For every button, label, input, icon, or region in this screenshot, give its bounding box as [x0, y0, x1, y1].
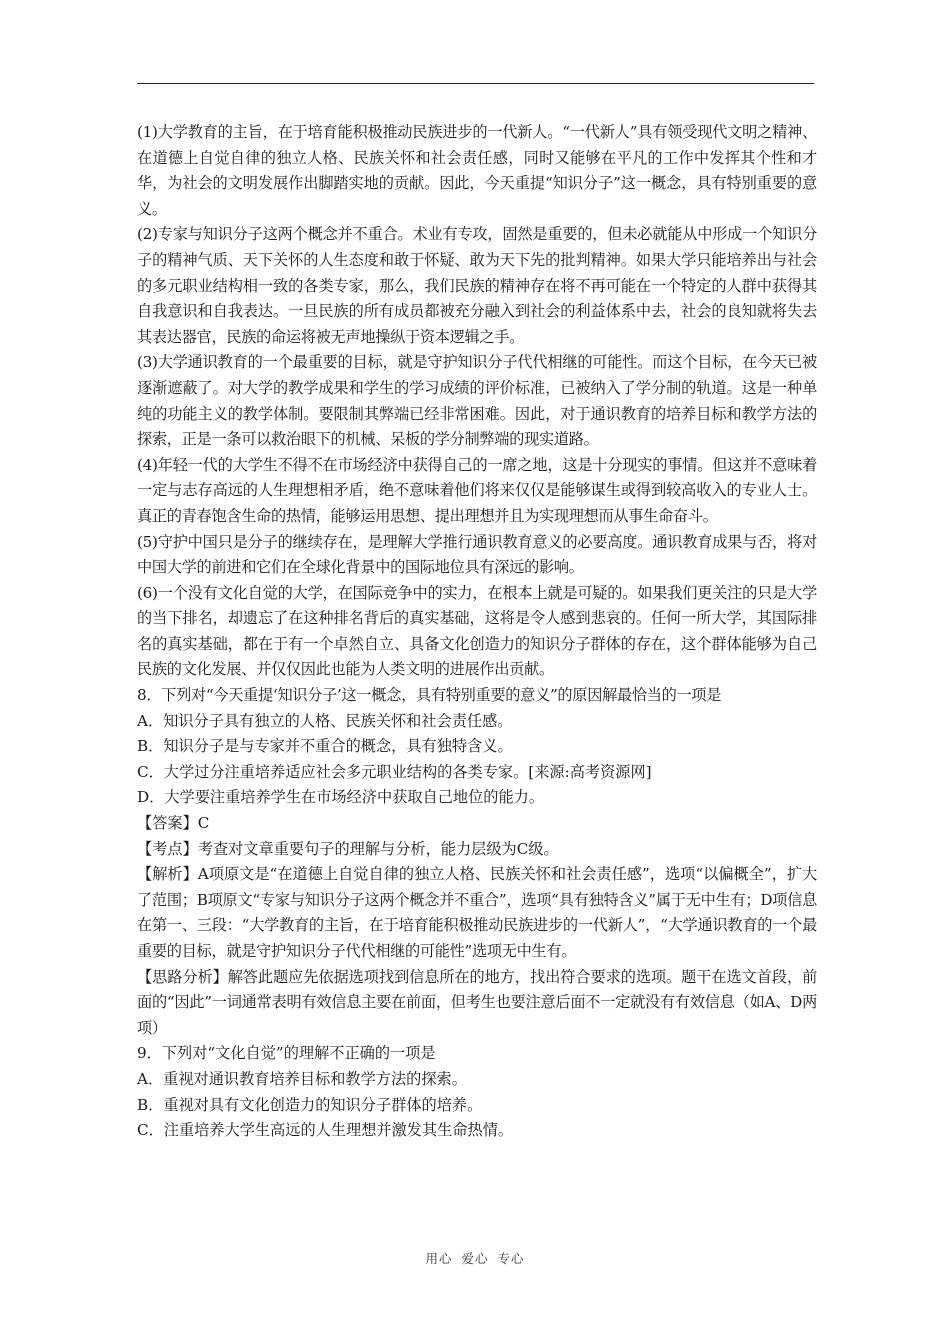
document-body — [137, 120, 817, 1144]
question-8-analysis: 【解析】A项原文是“在道德上自觉自律的独立人格、民族关怀和社会责任感”，选项“以偏概全”，扩大了范围；B项原文“专家与知识分子这两个概念并不重合”，选项“具有独特含义”属于无中生有；D项信息在第一、三段：“大学教育的主旨，在于培育能积极推动民族进步的一代新人”，“大学通识教育的一个最重要的目标，就是守护知识分子代代相继的可能性”选项无中生有。 — [137, 865, 817, 960]
question-9-option-a: A．重视对通识教育培养目标和教学方法的探索。 — [137, 1069, 467, 1088]
page-footer: 用心 爱心 专心 — [425, 1251, 525, 1266]
question-8-option-a: A．知识分子具有独立的人格、民族关怀和社会责任感。 — [137, 711, 513, 730]
header-rule — [137, 83, 814, 84]
question-8-stem: 8．下列对“今天重提‘知识分子’这一概念，具有特别重要的意义”的原因解最恰当的一项是 — [137, 686, 722, 705]
question-8-answer: 【答案】C — [137, 814, 210, 833]
question-8-point: 【考点】考查对文章重要句子的理解与分析，能力层级为C级。 — [137, 839, 559, 858]
paragraph-5: (5)守护中国只是分子的继续存在，是理解大学推行通识教育意义的必要高度。通识教育成果与否，将对中国大学的前进和它们在全球化背景中的国际地位具有深远的影响。 — [137, 532, 817, 577]
question-9-option-b: B．重视对具有文化创造力的知识分子群体的培养。 — [137, 1095, 483, 1114]
paragraph-1: (1)大学教育的主旨，在于培育能积极推动民族进步的一代新人。“一代新人”具有领受现代文明之精神、在道德上自觉自律的独立人格、民族关怀和社会责任感，同时又能够在平凡的工作中发挥其个性和才华，为社会的文明发展作出脚踏实地的贡献。因此，今天重提“知识分子”这一概念，具有特别重要的意义。 — [137, 123, 817, 218]
question-9-stem: 9．下列对“文化自觉”的理解不正确的一项是 — [137, 1044, 436, 1063]
question-8-option-b: B．知识分子是与专家并不重合的概念，具有独特含义。 — [137, 737, 513, 756]
paragraph-3: (3)大学通识教育的一个最重要的目标，就是守护知识分子代代相继的可能性。而这个目标，在今天已被逐渐遮蔽了。对大学的教学成果和学生的学习成绩的评价标准，已被纳入了学分制的轨道。这是一种单纯的功能主义的教学体制。要限制其弊端已经非常困难。因此，对于通识教育的培养目标和教学方法的探索，正是一条可以救治眼下的机械、呆板的学分制弊端的现实道路。 — [137, 353, 817, 449]
paragraph-6: (6)一个没有文化自觉的大学，在国际竞争中的实力，在根本上就是可疑的。如果我们更关注的只是大学的当下排名，却遗忘了在这种排名背后的真实基础，这将是令人感到悲哀的。任何一所大学，其国际排名的真实基础，都在于有一个卓然自立、具备文化创造力的知识分子群体的存在，这个群体能够为自己民族的文化发展、并仅仅因此也能为人类文明的进展作出贡献。 — [137, 583, 817, 679]
question-8-option-d: D．大学要注重培养学生在市场经济中获取自己地位的能力。 — [137, 788, 545, 807]
paragraph-4: (4)年轻一代的大学生不得不在市场经济中获得自己的一席之地，这是十分现实的事情。但这并不意味着一定与志存高远的人生理想相矛盾，绝不意味着他们将来仅仅是能够谋生或得到较高收入的专业人士。真正的青春饱含生命的热情，能够运用思想、提出理想并且为实现理想而从事生命奋斗。 — [137, 455, 817, 525]
paragraph-2: (2)专家与知识分子这两个概念并不重合。术业有专攻，固然是重要的，但未必就能从中形成一个知识分子的精神气质、天下关怀的人生态度和敢于怀疑、敢为天下先的批判精神。如果大学只能培养出与社会的多元职业结构相一致的各类专家，那么，我们民族的精神存在将不再可能在一个特定的人群中获得其自我意识和自我表达。一旦民族的所有成员都被充分融入到社会的利益体系中去，社会的良知就将失去其表达器官，民族的命运将被无声地操纵于资本逻辑之手。 — [137, 225, 817, 346]
question-8-option-c: C．大学过分注重培养适应社会多元职业结构的各类专家。[来源:高考资源网] — [137, 762, 652, 781]
question-9-option-c: C．注重培养大学生高远的人生理想并激发其生命热情。 — [137, 1121, 514, 1140]
question-8-approach: 【思路分析】解答此题应先依据选项找到信息所在的地方，找出符合要求的选项。题干在选文首段，前面的“因此”一词通常表明有效信息主要在前面，但考生也要注意后面不一定就没有有效信息（如A、D两项） — [137, 967, 817, 1037]
